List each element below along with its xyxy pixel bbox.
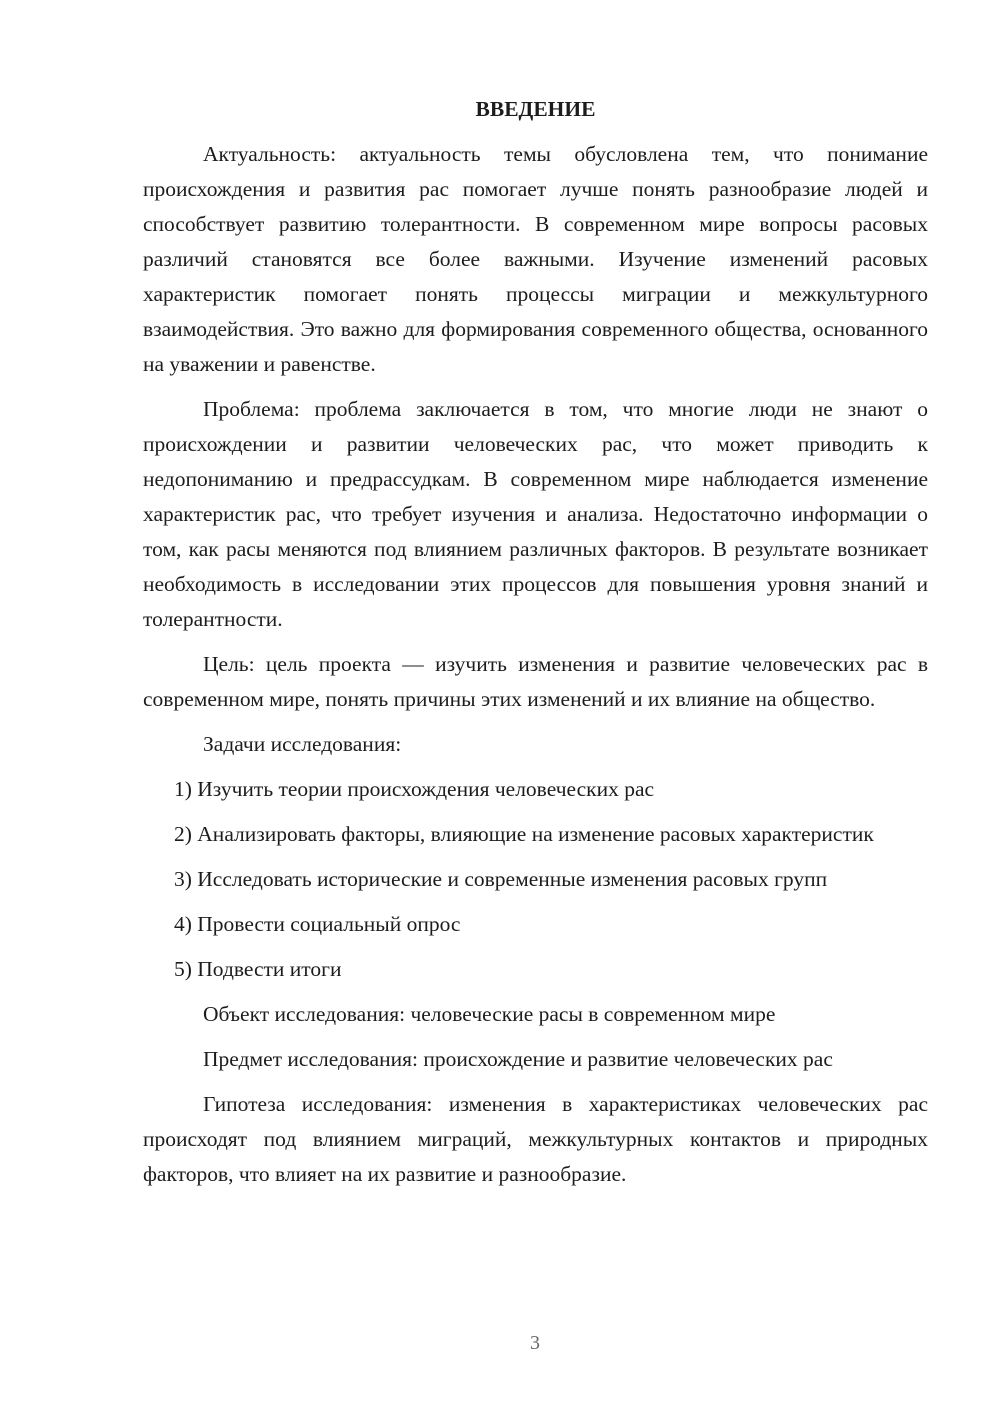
task-item-5: 5) Подвести итоги [174, 957, 342, 981]
page-number: 3 [530, 1332, 540, 1354]
task-item-3: 3) Исследовать исторические и современные изменения расовых групп [174, 867, 828, 891]
relevance-paragraph: Актуальность: актуальность темы обусловлена тем, что понимание происхождения и развития рас помогает лучше понять разнообразие людей и способствует развитию толерантности. В современном мире вопросы расовых различий становятся все более важными. Изучение изменений расовых характеристик помогает понять процессы миграции и межкультурного взаимодействия. Это важно для формирования современного общества, основанного на уважении и равенстве. [143, 142, 928, 376]
task-item-4: 4) Провести социальный опрос [174, 912, 461, 936]
goal-paragraph: Цель: цель проекта — изучить изменения и развитие человеческих рас в современном мире, понять причины этих изменений и их влияние на общество. [143, 652, 928, 711]
task-item-2: 2) Анализировать факторы, влияющие на изменение расовых характеристик [174, 822, 874, 846]
task-item-1: 1) Изучить теории происхождения человеческих рас [174, 777, 655, 801]
research-hypothesis: Гипотеза исследования: изменения в характеристиках человеческих рас происходят под влиянием миграций, межкультурных контактов и природных факторов, что влияет на их развитие и разнообразие. [143, 1092, 928, 1186]
problem-paragraph: Проблема: проблема заключается в том, что многие люди не знают о происхождении и развитии человеческих рас, что может приводить к недопониманию и предрассудкам. В современном мире наблюдается изменение характеристик рас, что требует изучения и анализа. Недостаточно информации о том, как расы меняются под влиянием различных факторов. В результате возникает необходимость в исследовании этих процессов для повышения уровня знаний и толерантности. [143, 397, 928, 631]
research-object: Объект исследования: человеческие расы в современном мире [203, 1002, 776, 1026]
document-page [143, 92, 928, 1202]
research-subject: Предмет исследования: происхождение и развитие человеческих рас [203, 1047, 833, 1071]
page-title: ВВЕДЕНИЕ [475, 97, 596, 121]
tasks-title: Задачи исследования: [203, 732, 402, 756]
